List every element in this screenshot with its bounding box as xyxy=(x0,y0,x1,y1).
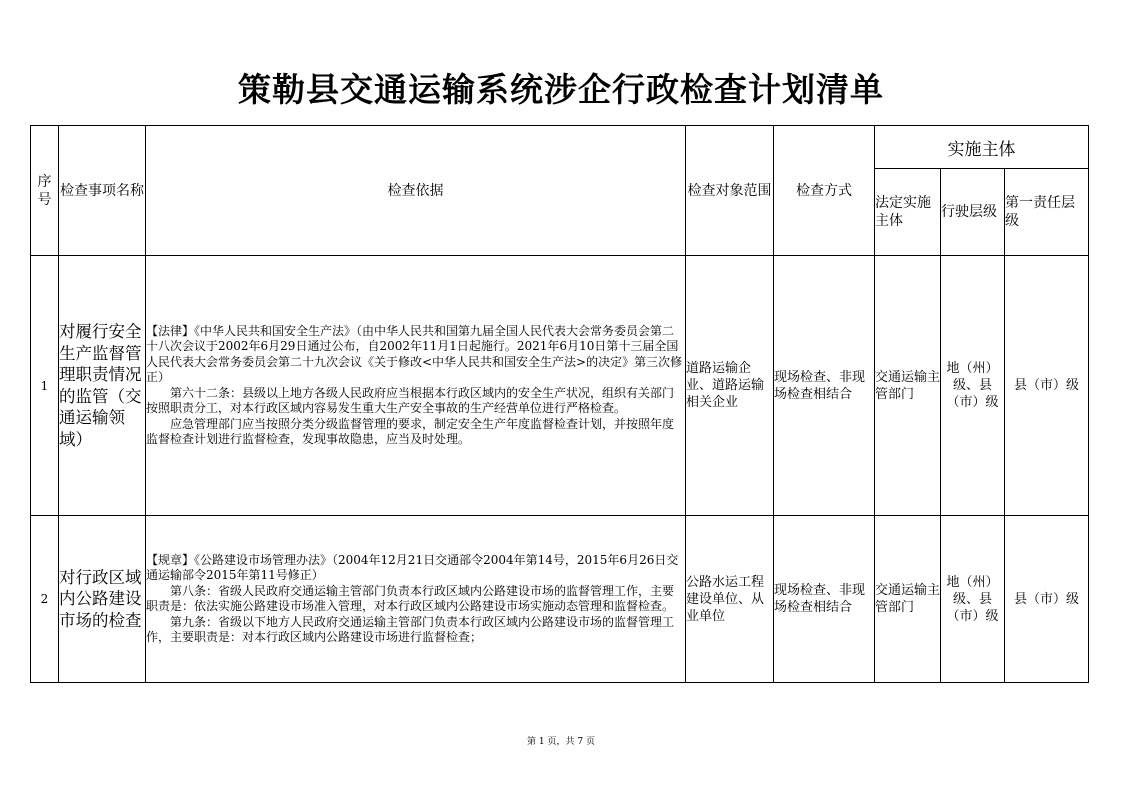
row-first-resp-level: 县（市）级 xyxy=(1005,516,1089,683)
row-item-name: 对行政区域内公路建设市场的检查 xyxy=(59,516,146,683)
header-admin-level: 行驶层级 xyxy=(941,169,1005,256)
row-item-name: 对履行安全生产监督管理职责情况的监管（交通运输领域） xyxy=(59,256,146,516)
basis-paragraph: 第六十二条：县级以上地方各级人民政府应当根据本行政区域内的安全生产状况，组织有关部门按照职责分工，对本行政区域内容易发生重大生产安全事故的生产经营单位进行严格检查。 xyxy=(146,385,675,415)
row-scope: 公路水运工程建设单位、从业单位 xyxy=(686,516,774,683)
header-legal-entity: 法定实施主体 xyxy=(875,169,941,256)
basis-paragraph: 第八条：省级人民政府交通运输主管部门负责本行政区域内公路建设市场的监督管理工作，主要职责是：依法实施公路建设市场准入管理，对本行政区域内公路建设市场实施动态管理和监督检查。 xyxy=(146,583,675,613)
row-basis xyxy=(146,256,686,516)
row-basis xyxy=(146,516,686,683)
header-scope: 检查对象范围 xyxy=(686,126,774,256)
inspection-plan-table xyxy=(30,125,1089,683)
table-row xyxy=(31,516,1089,683)
table-row xyxy=(31,256,1089,516)
row-seq: 1 xyxy=(31,256,59,516)
header-seq: 序号 xyxy=(31,126,59,256)
header-method: 检查方式 xyxy=(774,126,875,256)
basis-paragraph: 【法律】《中华人民共和国安全生产法》（由中华人民共和国第九届全国人民代表大会常务委员会第二十八次会议于2002年6月29日通过公布，自2002年11月1日起施行。2021年6月10日第十三届全国人民代表大会常务委员会第二十九次会议《关于修改<中华人民共和国安全生产法>的决定》第三次修正） xyxy=(146,323,683,384)
header-item-name: 检查事项名称 xyxy=(59,126,146,256)
row-first-resp-level: 县（市）级 xyxy=(1005,256,1089,516)
row-admin-level: 地（州）级、县（市）级 xyxy=(941,516,1005,683)
row-legal-entity: 交通运输主管部门 xyxy=(875,516,941,683)
row-method: 现场检查、非现场检查相结合 xyxy=(774,256,875,516)
page-number: 第 1 页，共 7 页 xyxy=(527,737,595,747)
header-entity-group: 实施主体 xyxy=(875,126,1089,169)
basis-paragraph: 第九条：省级以下地方人民政府交通运输主管部门负责本行政区域内公路建设市场的监督管理工作，主要职责是：对本行政区域内公路建设市场进行监督检查； xyxy=(146,614,675,644)
row-method: 现场检查、非现场检查相结合 xyxy=(774,516,875,683)
page-title: 策勒县交通运输系统涉企行政检查计划清单 xyxy=(238,70,884,109)
header-first-resp-level: 第一责任层级 xyxy=(1005,169,1089,256)
row-legal-entity: 交通运输主管部门 xyxy=(875,256,941,516)
basis-paragraph: 应急管理部门应当按照分类分级监督管理的要求，制定安全生产年度监督检查计划，并按照年度监督检查计划进行监督检查，发现事故隐患，应当及时处理。 xyxy=(146,416,675,446)
header-basis: 检查依据 xyxy=(146,126,686,256)
row-admin-level: 地（州）级、县（市）级 xyxy=(941,256,1005,516)
row-seq: 2 xyxy=(31,516,59,683)
basis-paragraph: 【规章】《公路建设市场管理办法》（2004年12月21日交通部令2004年第14号，2015年6月26日交通运输部令2015年第11号修正） xyxy=(146,552,679,582)
row-scope: 道路运输企业、道路运输相关企业 xyxy=(686,256,774,516)
